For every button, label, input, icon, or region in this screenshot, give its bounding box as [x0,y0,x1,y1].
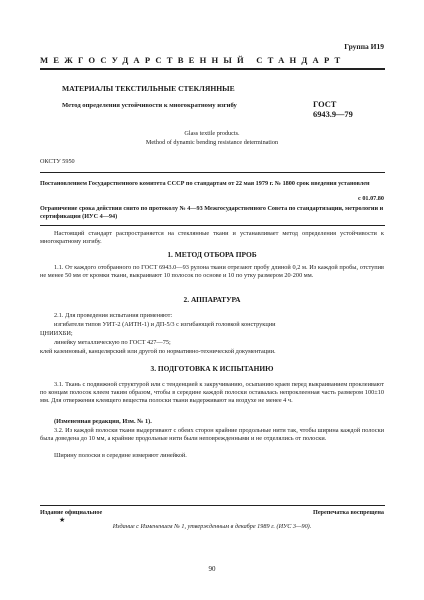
page-number: 90 [208,565,216,573]
effective-date: с 01.07.80 [358,195,384,202]
english-title [0,129,424,147]
reprint-prohibited-label: Перепечатка воспрещена [313,509,384,516]
standard-banner: МЕЖГОСУДАРСТВЕННЫЙ СТАНДАРТ [40,55,346,65]
footer-rule [40,505,385,506]
edition-note: Издание с Изменением № 1, утвержденным в декабре 1989 г. (ИУС 3—90). [112,523,312,530]
official-edition-label: Издание официальное [40,509,103,516]
section-2-heading: 2. АППАРАТУРА [183,295,241,304]
decree-rule [40,225,385,226]
gost-number: 6943.9—79 [313,110,353,119]
section-2-line-5: клей казеиновый, канцелярский или другой по нормативно-технической документации. [40,348,276,355]
header-rule [40,68,385,70]
document-title: МАТЕРИАЛЫ ТЕКСТИЛЬНЫЕ СТЕКЛЯННЫЕ [62,84,235,93]
group-code: Группа И19 [344,42,384,51]
section-1-text: 1.1. От каждого отобранного по ГОСТ 6943.0—93 рулона ткани отрезают пробу длиной 0,2 м. Из каждой пробы, отступив не менее 50 мм от кромки ткани, выкраивают 10 полосок по основе и 10 по утку размером 20·200 мм. [40,264,384,280]
section-3-paragraph-1: 3.1. Ткань с подвижной структурой или с тенденцией к закручиванию, осыпанию краев перед выкраиванием проклеивают по концам полосок клеем таким образом, чтобы в середине каждой полоски оставалась непроклеенная часть размером 100±10 мм. Для отвержения клеящего вещества полоски ткани выдерживают на воздухе не менее 4 ч. [40,381,384,405]
section-2-line-3: ЦНИИХБИ; [40,330,73,337]
section-2-line-1: 2.1. Для проведения испытания применяют: [54,312,173,319]
section-2-line-4: линейку металлическую по ГОСТ 427—75; [54,339,171,346]
star-icon: ★ [59,516,66,524]
section-3-heading: 3. ПОДГОТОВКА К ИСПЫТАНИЮ [150,364,274,373]
okstu-code: ОКСТУ 5950 [40,158,75,165]
english-title-line-2: Method of dynamic bending resistance determination [145,139,279,146]
document-subtitle: Метод определения устойчивости к многократному изгибу [62,102,237,109]
okstu-rule [40,172,385,173]
section-1-heading: 1. МЕТОД ОТБОРА ПРОБ [167,250,257,259]
intro-paragraph: Настоящий стандарт распространяется на стеклянные ткани и устанавливает метод определения устойчивости к многократному изгибу. [40,230,384,246]
decree-text: Постановлением Государственного комитета СССР по стандартам от 22 мая 1979 г. № 1800 срок введения установлен [40,180,370,187]
english-title-line-1: Glass textile products. [184,130,240,137]
section-3-paragraph-3: Ширину полоски в середине измеряют линейкой. [54,452,187,459]
revision-note: (Измененная редакция, Изм. № 1). [54,418,152,425]
limitation-text: Ограничение срока действия снято по протоколу № 4—93 Межгосударственного Совета по стандартизации, метрологии и сертификации (ИУС 4—94) [40,205,384,220]
gost-designation [313,100,353,120]
gost-label: ГОСТ [313,100,337,109]
section-3-paragraph-2: 3.2. Из каждой полоски ткани выдергивают с обеих сторон крайние продольные нити так, чтобы ширина каждой полоски была доведена до 10 мм, а крайние продольные нити были неповрежденными и не отделялись от полоски. [40,427,384,443]
section-2-line-2: изгибатели типов УИТ-2 (АИТН-1) и ДП-5/3 с изгибающей головкой конструкции [54,321,276,328]
